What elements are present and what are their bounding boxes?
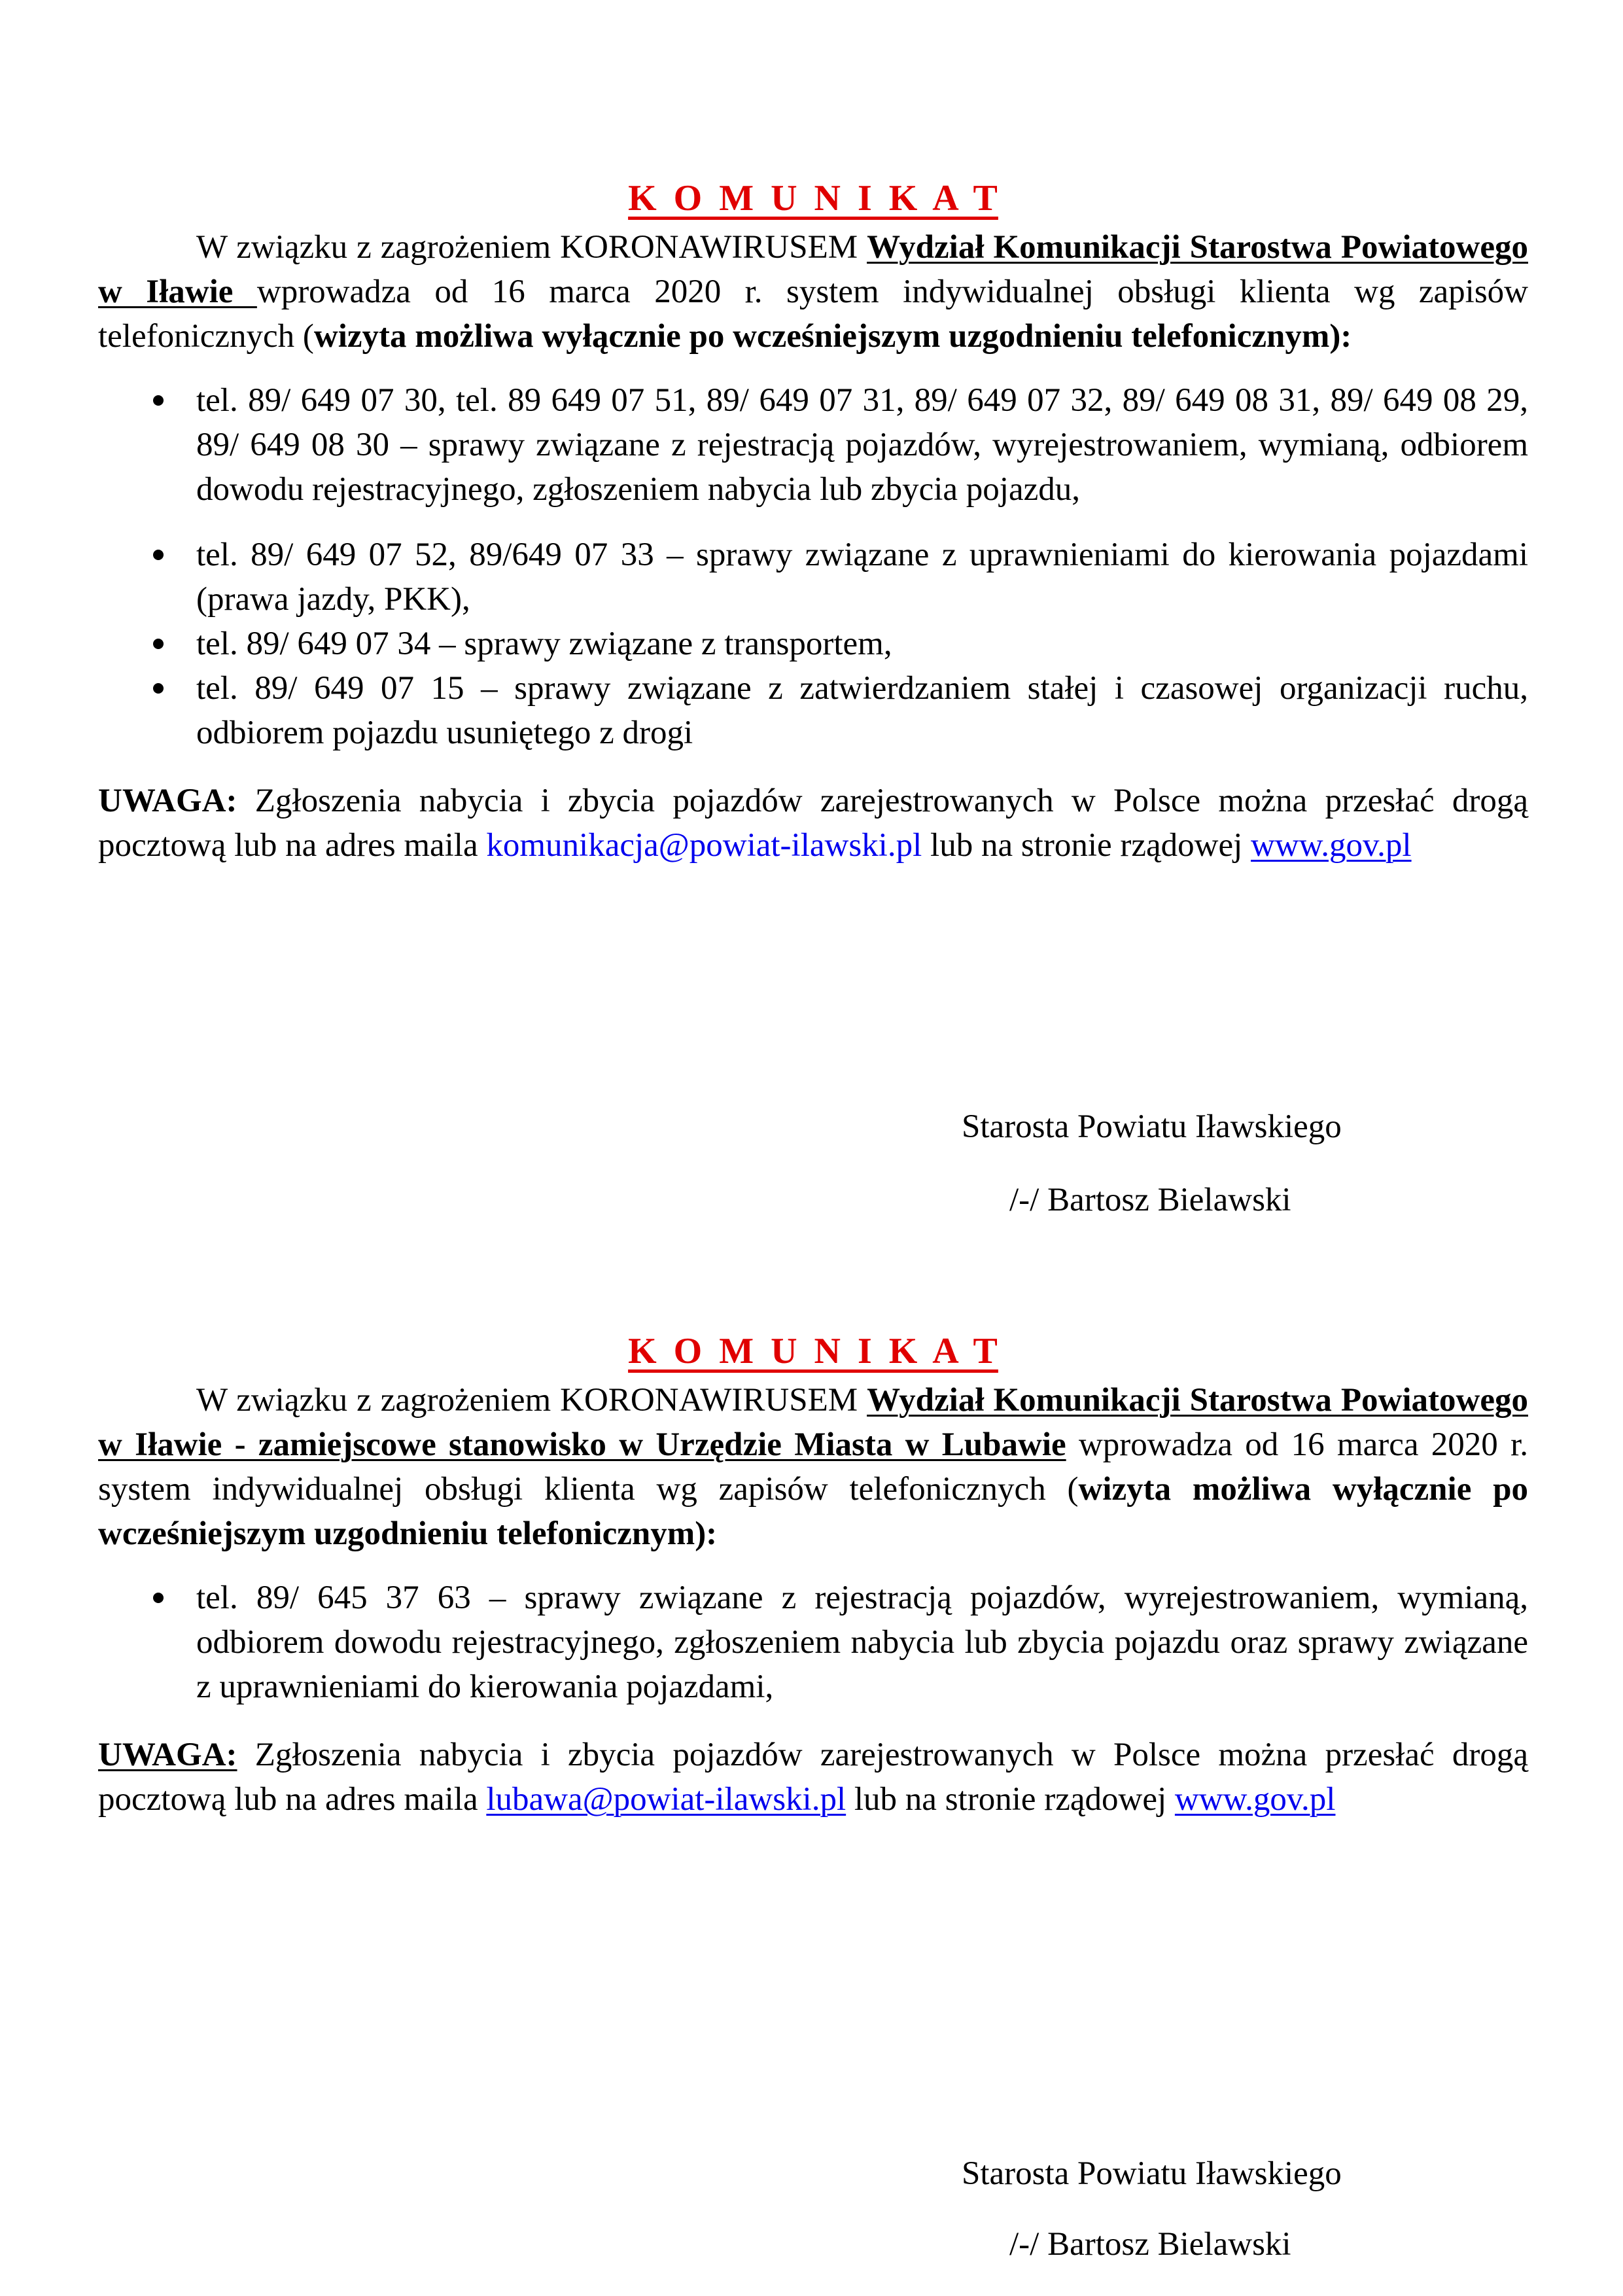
notice-2 [98,1328,1528,1822]
notice-2-email-link[interactable]: lubawa@powiat-ilawski.pl [486,1781,846,1818]
notice-2-signature-title: Starosta Powiatu Iławskiego [962,2155,1342,2192]
notice-1-intro-text-1: W związku z zagrożeniem KORONAWIRUSEM [196,229,867,266]
notice-2-title: K O M U N I K A T [628,1331,998,1371]
notice-2-gov-link[interactable]: www.gov.pl [1174,1781,1336,1818]
notice-2-department: Wydział Komunikacji Starostwa Powiatowego w Iławie - zamiejscowe stanowisko w Urzędzie Miasta w Lubawie [98,1382,1528,1463]
notice-2-warning-label: UWAGA: [98,1737,237,1773]
bullet-icon [153,639,164,649]
notice-1-intro-text-2: wprowadza od 16 marca 2020 r. system indywidualnej obsługi klienta wg zapisów telefonicznych ( [98,274,1529,355]
notice-1-signature-name: /-/ Bartosz Bielawski [1009,1182,1291,1218]
list-item: tel. 89/ 649 07 52, 89/649 07 33 – sprawy związane z uprawnieniami do kierowania pojazdami (prawa jazdy, PKK), [98,533,1528,622]
notice-2-signature-name: /-/ Bartosz Bielawski [1009,2226,1291,2263]
notice-1-department: Wydział Komunikacji Starostwa Powiatowego w Iławie [98,229,1528,310]
bullet-icon [153,683,164,694]
notice-1-warning: UWAGA: Zgłoszenia nabycia i zbycia pojazdów zarejestrowanych w Polsce można przesłać drogą pocztową lub na adres maila komunikacja@powiat-ilawski.pl lub na stronie rządowej www.gov.pl [98,783,1528,864]
notice-1-gov-link[interactable]: www.gov.pl [1251,827,1412,864]
notice-1-phone-list [98,378,1528,755]
list-item: tel. 89/ 645 37 63 – sprawy związane z rejestracją pojazdów, wyrejestrowaniem, wymianą, odbiorem dowodu rejestracyjnego, zgłoszeniem nabycia lub zbycia pojazdu oraz sprawy związane z uprawnieniami do kierowania pojazdami, [98,1576,1528,1709]
notice-2-intro-text-1: W związku z zagrożeniem KORONAWIRUSEM [196,1382,867,1419]
list-item: tel. 89/ 649 07 30, tel. 89 649 07 51, 89/ 649 07 31, 89/ 649 07 32, 89/ 649 08 31, 89/ 649 08 29, 89/ 649 08 30 – sprawy związane z rejestracją pojazdów, wyrejestrowaniem, wymianą, odbiorem dowodu rejestracyjnego, zgłoszeniem nabycia lub zbycia pojazdu, [98,378,1528,512]
notice-1-email-link[interactable]: komunikacja@powiat-ilawski.pl [486,827,922,864]
bullet-icon [153,1593,164,1603]
notice-2-visit-note: wizyta możliwa wyłącznie po wcześniejszym uzgodnieniu telefonicznym): [98,1471,1528,1552]
notice-2-warning: UWAGA: Zgłoszenia nabycia i zbycia pojazdów zarejestrowanych w Polsce można przesłać drogą pocztową lub na adres maila lubawa@powiat-ilawski.pl lub na stronie rządowej www.gov.pl [98,1737,1528,1818]
list-item: tel. 89/ 649 07 34 – sprawy związane z transportem, [98,622,1528,666]
notice-2-intro [98,1378,1528,1556]
bullet-icon [153,395,164,406]
notice-1 [98,175,1528,868]
notice-1-intro [98,225,1528,359]
notice-1-title: K O M U N I K A T [628,178,998,219]
notice-1-visit-note: wizyta możliwa wyłącznie po wcześniejszym uzgodnieniu telefonicznym): [313,318,1352,355]
bullet-icon [153,550,164,560]
notice-1-signature-title: Starosta Powiatu Iławskiego [962,1108,1342,1145]
notice-1-warning-label: UWAGA: [98,783,237,819]
notice-2-phone-list [98,1576,1528,1709]
notice-2-intro-text-2: wprowadza od 16 marca 2020 r. system indywidualnej obsługi klienta wg zapisów telefonicznych ( [98,1426,1528,1508]
list-item: tel. 89/ 649 07 15 – sprawy związane z zatwierdzaniem stałej i czasowej organizacji ruchu, odbiorem pojazdu usuniętego z drogi [98,666,1528,755]
